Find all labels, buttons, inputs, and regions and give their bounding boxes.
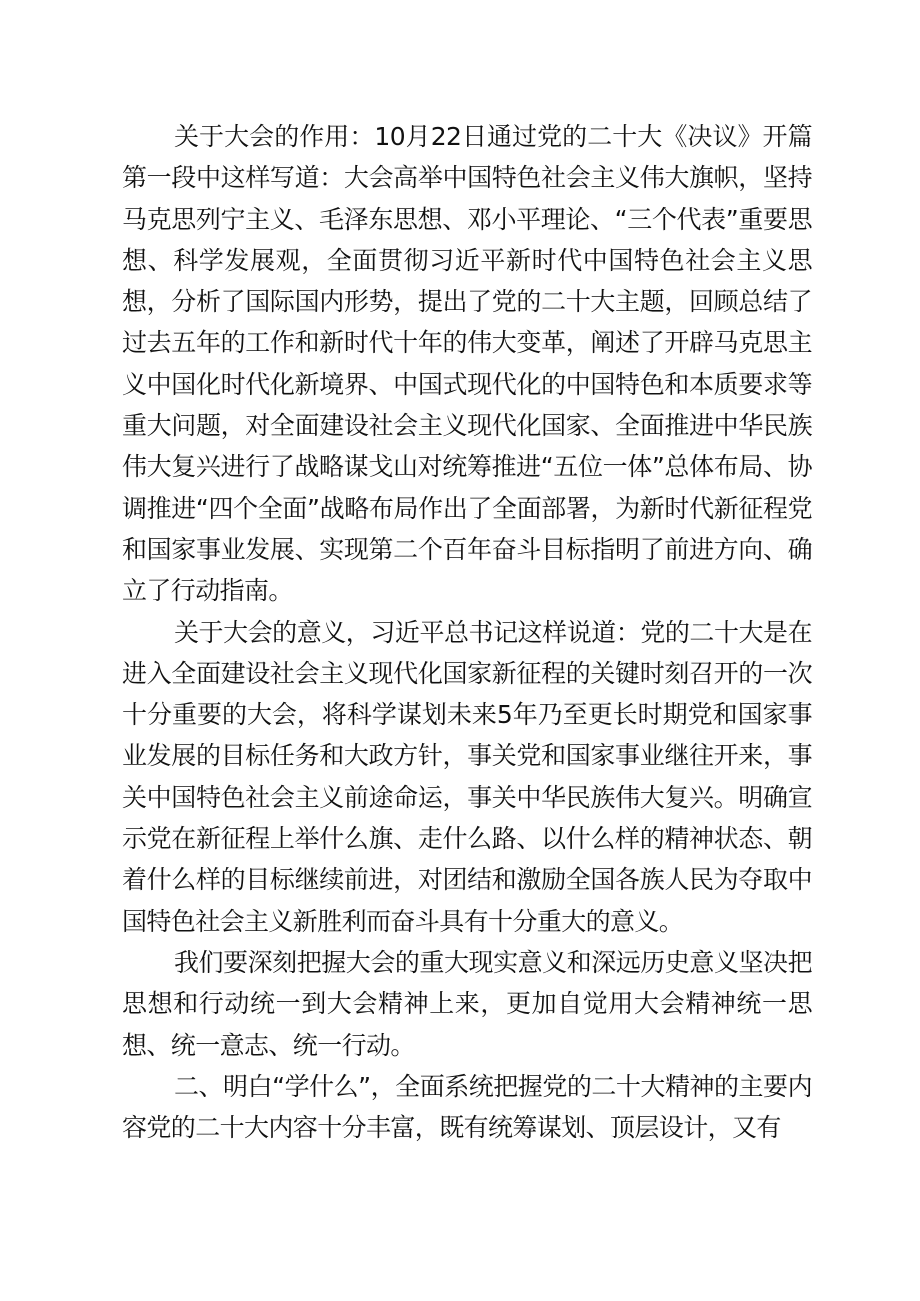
paragraph-significance-of-congress: 关于大会的意义，习近平总书记这样说道：党的二十大是在进入全面建设社会主义现代化国家新征程的关键时刻召开的一次十分重要的大会，将科学谋划未来5年乃至更长时期党和国家事业发展的目标任务和大政方针，事关党和国家事业继往开来，事关中国特色社会主义前途命运，事关中华民族伟大复兴。明确宣示党在新征程上举什么旗、走什么路、以什么样的精神状态、朝着什么样的目标继续前进，对团结和激励全国各族人民为夺取中国特色社会主义新胜利而奋斗具有十分重大的意义。: [122, 617, 812, 936]
paragraph-role-of-congress: 关于大会的作用：10月22日通过党的二十大《决议》开篇第一段中这样写道：大会高举中国特色社会主义伟大旗帜，坚持马克思列宁主义、毛泽东思想、邓小平理论、“三个代表”重要思想、科学发展观，全面贯彻习近平新时代中国特色社会主义思想，分析了国际国内形势，提出了党的二十大主题，回顾总结了过去五年的工作和新时代十年的伟大变革，阐述了开辟马克思主义中国化时代化新境界、中国式现代化的中国特色和本质要求等重大问题，对全面建设社会主义现代化国家、全面推进中华民族伟大复兴进行了战略谋戈山对统筹推进“五位一体”总体布局、协调推进“四个全面”战略布局作出了全面部署，为新时代新征程党和国家事业发展、实现第二个百年奋斗目标指明了前进方向、确立了行动指南。: [122, 122, 812, 606]
paragraph-section-two-heading: 二、明白“学什么”，全面系统把握党的二十大精神的主要内容党的二十大内容十分丰富，既有统筹谋划、顶层设计，又有: [122, 1071, 812, 1143]
document-body: [122, 116, 812, 1148]
paragraph-grasp-significance: 我们要深刻把握大会的重大现实意义和深远历史意义坚决把思想和行动统一到大会精神上来，更加自觉用大会精神统一思想、统一意志、统一行动。: [122, 947, 812, 1060]
